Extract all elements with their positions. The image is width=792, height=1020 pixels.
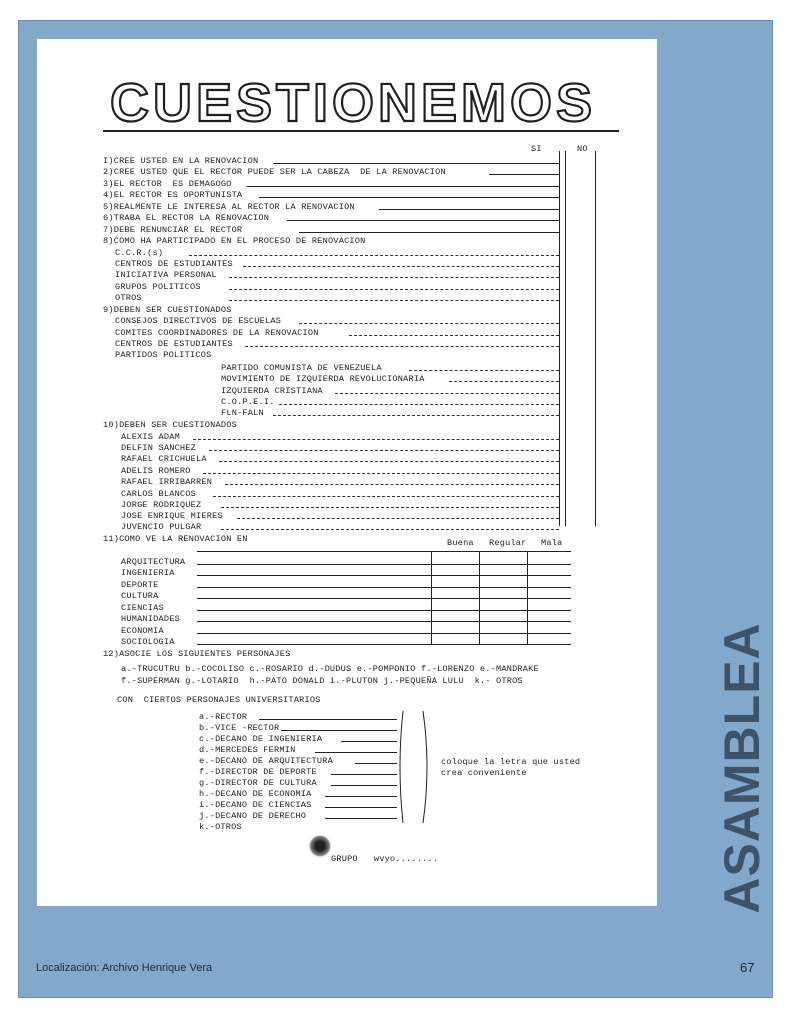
- answer-line: [409, 370, 559, 371]
- answer-line: [279, 404, 559, 405]
- q10-name: CARLOS BLANCOS: [121, 489, 196, 499]
- q11-faculty: ECONOMIA: [121, 626, 164, 636]
- q11-faculty: ARQUITECTURA: [121, 557, 186, 567]
- q12-role: c.-DECANO DE INGENIERIA: [199, 734, 323, 744]
- answer-line: [287, 220, 559, 221]
- answer-line: [273, 415, 559, 416]
- answer-line: [197, 644, 571, 645]
- q11-col-mala: Mala: [541, 538, 563, 548]
- question-12: 12)ASOCIE LOS SIGUIENTES PERSONAJES: [103, 649, 291, 659]
- q11-faculty: INGENIERIA: [121, 568, 175, 578]
- q10-name: RAFAEL IRRIBARREN: [121, 477, 213, 487]
- question-11: 11)COMO VE LA RENOVACION EN: [103, 534, 248, 544]
- answer-line: [225, 484, 559, 485]
- answer-line: [213, 496, 559, 497]
- q12-role: a.-RECTOR: [199, 712, 248, 722]
- q9-option: CONSEJOS DIRECTIVOS DE ESCUELAS: [115, 316, 282, 326]
- answer-line: [299, 232, 559, 233]
- q12-characters-line-1: a.-TRUCUTRU b.-COCOLISO c.-ROSARIO d.-DUDUS e.-POMPONIO f.-LORENZO e.-MANDRAKE: [121, 664, 539, 674]
- q12-role: j.-DECANO DE DERECHO: [199, 811, 307, 821]
- q12-role: d.-MERCEDES FERMIN: [199, 745, 296, 755]
- answer-line: [335, 393, 559, 394]
- answer-line: [325, 807, 397, 808]
- q11-faculty: DEPORTE: [121, 580, 159, 590]
- question-1: I)CREE USTED EN LA RENOVACION: [103, 156, 259, 166]
- answer-line: [219, 461, 559, 462]
- answer-line: [449, 381, 559, 382]
- question-5: 5)REALMENTE LE INTERESA AL RECTOR LA RENOVACION: [103, 202, 355, 212]
- question-10: 10)DEBEN SER CUESTIONADOS: [103, 420, 237, 430]
- answer-line: [355, 763, 397, 764]
- q11-col-buena: Buena: [447, 538, 474, 548]
- q9-party: MOVIMIENTO DE IZQUIERDA REVOLUCIONARIA: [221, 374, 425, 384]
- q9-party: IZQUIERDA CRISTIANA: [221, 386, 323, 396]
- answer-line: [331, 774, 397, 775]
- answer-line: [197, 598, 571, 599]
- q12-role: i.-DECANO DE CIENCIAS: [199, 800, 312, 810]
- answer-line: [489, 174, 559, 175]
- q11-faculty: HUMANIDADES: [121, 614, 180, 624]
- q10-name: JUVENCIO PULGAR: [121, 522, 202, 532]
- title-rule: [103, 130, 619, 132]
- answer-brackets: [397, 709, 431, 825]
- answer-line: [229, 277, 559, 278]
- si-column-line-2: [565, 151, 566, 526]
- answer-line: [197, 587, 571, 588]
- no-column-line: [595, 151, 596, 526]
- section-side-title: [716, 615, 768, 920]
- q8-option: CENTROS DE ESTUDIANTES: [115, 259, 233, 269]
- q11-faculty: CIENCIAS: [121, 603, 164, 613]
- question-6: 6)TRABA EL RECTOR LA RENOVACION: [103, 213, 270, 223]
- q9-party: PARTIDO COMUNISTA DE VENEZUELA: [221, 363, 382, 373]
- answer-line: [281, 730, 397, 731]
- answer-line: [315, 752, 397, 753]
- q10-name: RAFAEL CRICHUELA: [121, 454, 207, 464]
- answer-line: [325, 796, 397, 797]
- q10-name: JORGE RODRIQUEZ: [121, 500, 202, 510]
- answer-line: [325, 818, 397, 819]
- answer-line: [299, 323, 559, 324]
- answer-line: [331, 785, 397, 786]
- answer-line: [203, 473, 559, 474]
- answer-line: [273, 163, 559, 164]
- q12-note-line-1: coloque la letra que usted: [441, 757, 581, 767]
- q11-col-regular: Regular: [489, 538, 527, 548]
- answer-line: [229, 289, 559, 290]
- answer-line: [349, 335, 559, 336]
- answer-line: [245, 346, 559, 347]
- q10-name: JOSE ENRIQUE MIERES: [121, 511, 223, 521]
- q10-name: ADELIS ROMERO: [121, 466, 191, 476]
- answer-line: [243, 266, 559, 267]
- questionnaire-sheet: [37, 39, 657, 906]
- q12-role: g.-DIRECTOR DE CULTURA: [199, 778, 317, 788]
- q10-name: DELFIN SANCHEZ: [121, 443, 196, 453]
- question-9: 9)DEBEN SER CUESTIONADOS: [103, 305, 232, 315]
- col-si-label: SI: [531, 144, 542, 154]
- q9-option: PARTIDOS POLITICOS: [115, 350, 212, 360]
- q11-faculty: CULTURA: [121, 591, 159, 601]
- q8-option: INICIATIVA PERSONAL: [115, 270, 217, 280]
- svg-text:CUESTIONEMOS: CUESTIONEMOS: [109, 77, 597, 129]
- col-no-label: NO: [577, 144, 588, 154]
- side-title-text: ASAMBLEA: [714, 621, 770, 914]
- answer-line: [229, 300, 559, 301]
- q8-option: OTROS: [115, 293, 142, 303]
- answer-line: [193, 439, 559, 440]
- answer-line: [259, 197, 559, 198]
- q9-option: CENTROS DE ESTUDIANTES: [115, 339, 233, 349]
- table-rule: [197, 551, 571, 552]
- answer-line: [259, 719, 397, 720]
- q12-role: b.-VICE -RECTOR: [199, 723, 280, 733]
- answer-line: [341, 741, 397, 742]
- question-4: 4)EL RECTOR ES OPORTUNISTA: [103, 190, 243, 200]
- question-7: 7)DEBE RENUNCIAR EL RECTOR: [103, 225, 243, 235]
- q12-characters-line-2: f.-SUPERMAN g.-LOTARIO h.-PATO DONALD i.-PLUTON j.-PEQUEÑA LULU k.- OTROS: [121, 676, 523, 686]
- q12-role: f.-DIRECTOR DE DEPORTE: [199, 767, 317, 777]
- q8-option: C.C.R.(s): [115, 248, 164, 258]
- q12-note-line-2: crea conveniente: [441, 768, 527, 778]
- answer-line: [189, 255, 559, 256]
- q12-role: e.-DECANO DE ARQUITECTURA: [199, 756, 333, 766]
- answer-line: [221, 529, 559, 530]
- q12-role: k.-OTROS: [199, 822, 242, 832]
- question-8: 8)COMO HA PARTICIPADO EN EL PROCESO DE RENOVACION: [103, 236, 366, 246]
- answer-line: [197, 610, 571, 611]
- page-number: 67: [740, 960, 755, 975]
- group-signature: GRUPO wvyo........: [331, 854, 439, 864]
- si-column-line: [559, 151, 560, 526]
- ink-stamp: [309, 835, 331, 857]
- answer-line: [209, 450, 559, 451]
- answer-line: [197, 633, 571, 634]
- q11-faculty: SOCIOLOGIA: [121, 637, 175, 647]
- answer-line: [237, 518, 559, 519]
- q9-party: FLN-FALN: [221, 408, 264, 418]
- source-caption: Localización: Archivo Henrique Vera: [36, 962, 213, 974]
- question-3: 3)EL RECTOR ES DEMAGOGO: [103, 179, 232, 189]
- answer-line: [379, 209, 559, 210]
- answer-line: [221, 507, 559, 508]
- q12-con-text: CON CIERTOS PERSONAJES UNIVERSITARIOS: [117, 695, 321, 705]
- q10-name: ALEXIS ADAM: [121, 432, 180, 442]
- answer-line: [197, 564, 571, 565]
- q9-party: C.O.P.E.I.: [221, 397, 275, 407]
- answer-line: [197, 575, 571, 576]
- q8-option: GRUPOS POLITICOS: [115, 282, 201, 292]
- q9-option: COMITES COORDINADORES DE LA RENOVACION: [115, 328, 319, 338]
- q12-role: h.-DECANO DE ECONOMIA: [199, 789, 312, 799]
- answer-line: [197, 621, 571, 622]
- question-2: 2)CREE USTED QUE EL RECTOR PUEDE SER LA CABEZA DE LA RENOVACION: [103, 167, 446, 177]
- questionnaire-title: [109, 77, 597, 129]
- answer-line: [247, 186, 559, 187]
